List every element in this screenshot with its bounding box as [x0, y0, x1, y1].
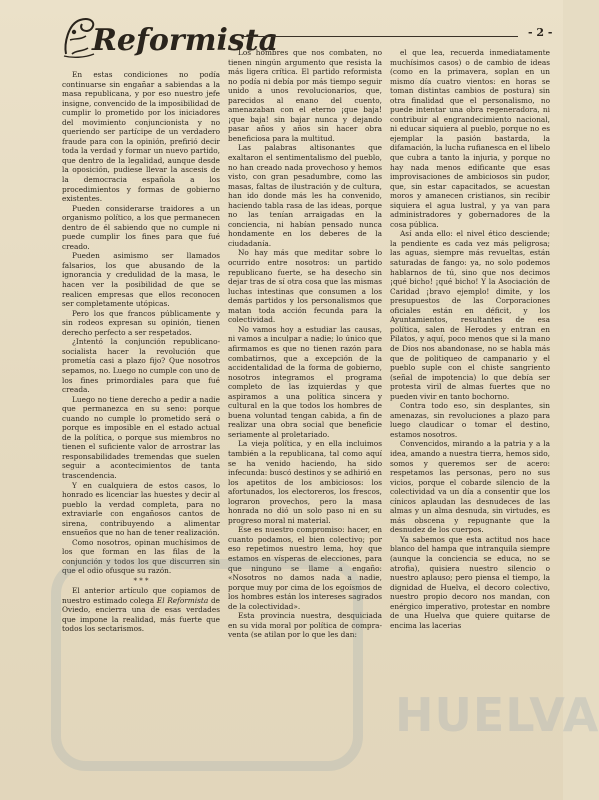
paragraph: Pero los que francos públicamente y sin rodeos expresan su opinión, tienen derecho perfecto a ser respetados. — [62, 308, 220, 337]
paragraph: Los hombres que nos combaten, no tienen ningún argumento que resista la más ligera crítica. El partido reformista no podía ni debía por más tiempo seguir unido a unos revolucionarios, que, parecidos al enano del cuento, amenazaban con el eterno ¡que baja! ¡que baja! sin bajar nunca y dejando pasar años y años sin hacer obra beneficiosa para la multitud. — [228, 48, 382, 143]
paragraph: ¿Intentó la conjunción republicano-socialista hacer la revolución que prometía casi a plazo fijo? Que nosotros sepamos, no. Luego no cumple con uno de los fines primordiales para que fué creada. — [62, 337, 220, 395]
paragraph: Pueden considerarse traidores a un organismo político, a los que permanecen dentro de él sabiendo que no cumple ni puede cumplir los fines para que fué creado. — [62, 203, 220, 251]
archive-stamp-icon — [52, 560, 362, 770]
closing-text-b: de Oviedo, encierra una de esas verdades que impone la realidad, más fuerte que todos los sectarismos. — [62, 595, 220, 634]
newspaper-name: El Reformista — [156, 595, 209, 605]
reformista-logo-icon — [62, 14, 279, 60]
paragraph: Así anda ello: el nivel ético desciende; la pendiente es cada vez más peligrosa; las aguas, siempre más revueltas, están saturadas de fango: ya, no solo podemos hablarnos de tú, sino que nos decimos ¡qué bicho! ¡qué bicho! Y la Asociación de Caridad ¡bravo ejemplo! dimite, y los presupuestos de las Corporaciones oficiales están en déficit, y los Ayuntamientos, resultantes de esa política, salen de Herodes y entran en Pilatos, y aquí, poco menos que si la mano de Dios nos abandonase, no se habla más que de politiqueo de campanario y el pueblo suple con el chiste sangriento (señal de impotencia) lo que debía ser protesta viril de almas fuertes que no pueden vivir en tanto bochorno. — [390, 229, 550, 401]
paragraph: Contra todo eso, sin desplantes, sin amenazas, sin revoluciones a plazo para luego claudicar o tomar el destino, estamos nosotros. — [390, 401, 550, 439]
paragraph: En estas condiciones no podía continuarse sin engañar a sabiendas a la masa republicana, y por eso nuestro jefe insigne, convencido de la imposibilidad de cumplir lo prometido por los iniciadores del movimiento conjuncionista y no queriendo ser partícipe de un verdadero fraude para con la opinión, prefirió decir toda la verdad y formar un nuevo partido, que dentro de la legalidad, aunque desde la oposición, pudiese llevar la ascesis de la democracia española a los procedimientos y formas de gobierno existentes. — [62, 70, 220, 204]
page-number: - 2 - — [528, 26, 553, 39]
paragraph: Pueden asimismo ser llamados falsarios, los que abusando de la ignorancia y credulidad de la masa, le hacen ver la posibilidad de que se realicen empresas que ellos reconocen ser completamente utópicas. — [62, 251, 220, 309]
paragraph: Las palabras altisonantes que exaltaron el sentimentalismo del pueblo, no han creado nada provechoso y hemos visto, con gran pesadumbre, como las masas, faltas de ilustración y de cultura, han ido donde más les ha convenido, haciendo tabla rasa de las ideas, porque no las tenían arraigadas en la conciencia, ni habían pensado nunca hondamente en los deberes de la ciudadanía. — [228, 143, 382, 248]
paragraph: Ese es nuestro compromiso: hacer, en cuanto podamos, el bien colectivo; por eso repetimos nuestro lema, hoy que estamos en vísperas de elecciones, para que ninguno se llame a engaño: «Nosotros no damos nada a nadie, porque muy por cima de los egoísmos de los hombres están los intereses sagrados de la colectividad». — [228, 525, 382, 611]
paragraph: No vamos hoy a estudiar las causas, ni vamos a inculpar a nadie; lo único que afirmamos es que no tienen razón para combatirnos, que a excepción de la accidentalidad de la forma de gobierno, nosotros integramos el programa completo de las izquierdas y que aspiramos a una política sincera y cultural en la que todos los hombres de buena voluntad tengan cabida, a fin de realizar una obra social que beneficie seriamente al proletariado. — [228, 324, 382, 439]
paragraph: el que lea, recuerda inmediatamente muchísimos casos) o de cambio de ideas (como en la primavera, soplan en un mismo día cuatro vientos: en horas se toman distintas cambios de postura) sin otra finalidad que el personalismo, no puede intentar una obra regeneradora, ni contribuir al engrandecimiento nacional, ni educar siquiera al pueblo, porque no es ejemplar la pasión bastarda, la difamación, la lucha rufianesca en el libelo que cubra a tanto la injuria, y porque no hay nada menos edificante que esas improvisaciones de ambiciosos sin pudor, que, sin estar capacitados, se acuestan moros y amanecen cristianos, sin recibir siquiera el agua lustral, y ya van para administradores y gobernadores de la cosa pública. — [390, 48, 550, 229]
header-rule — [242, 36, 518, 37]
column-1 — [62, 70, 220, 634]
paragraph: Luego no tiene derecho a pedir a nadie que permanezca en su seno: porque cuando no cumple lo prometido será o porque es imposible en el estado actual de la política, o porque sus miembros no tienen el suficiente valor de arrostrar las responsabilidades tremendas que suelen seguir a acontecimientos de tanta trascendencia. — [62, 394, 220, 480]
paragraph: Convencidos, mirando a la patria y a la idea, amando a nuestra tierra, hemos sido, somos y queremos ser de acero: respetamos las personas, pero no sus vicios, porque el cobarde silencio de la colectividad va un día a consentir que los cínicos aplaudan las desnudeces de las almas y un alma desnuda, sin virtudes, es más obscena y repugnante que la desnudez de los cuerpos. — [390, 439, 550, 535]
watermark-text: HUELVA — [395, 688, 599, 742]
paragraph: Ya sabemos que esta actitud nos hace blanco del hampa que intranquila siempre (aunque la conciencia se educa, no se atrofia), quisiera nuestro silencio o nuestro aplauso; pero piensa el tiempo, la dignidad de Huelva, el decoro colectivo, nuestro propio decoro nos mandan, con enérgico imperativo, protestar en nombre de una Huelva que quiere quitarse de encima las lacerias — [390, 534, 550, 630]
column-3 — [390, 48, 550, 630]
paragraph: Y en cualquiera de estos casos, lo honrado es licenciar las huestes y decir al pueblo la verdad completa, para no extraviarle con engañosos cantos de sirena, contribuyendo a alimentar ensueños que no han de tener realización. — [62, 480, 220, 538]
column-2 — [228, 48, 382, 640]
svg-text:Reformista: Reformista — [92, 23, 279, 58]
paragraph: La vieja política, y en ella incluimos también a la republicana, tal como aquí se ha venido haciendo, ha sido infecunda: buscó destinos y se adhirió en los apetitos de los ambiciosos: los afortunados, los electoreros, los frescos, lograron provechos, pero la masa honrada no dió un solo paso ni en su progreso moral ni material. — [228, 439, 382, 525]
paragraph: No hay más que meditar sobre lo ocurrido entre nosotros: un partido republicano fuerte, se ha desecho sin dejar tras de sí otra cosa que las mismas luchas intestinas que consumen a los demás partidos y los personalismos que matan toda acción fecunda para la colectividad. — [228, 248, 382, 325]
closing-text-a: El anterior artículo que copiamos de nuestro estimado colega — [62, 585, 220, 605]
masthead-logo — [62, 14, 279, 60]
paragraph: Esta provincia nuestra, desquiciada en su vida moral por política de compra-venta (se atilan por lo que les dan: — [228, 611, 382, 640]
section-separator: * * * — [133, 576, 149, 585]
paragraph: Como nosotros, opinan muchísimos de los que forman en las filas de la conjunción y todos los que discurren sin que el odio ofusque su razón. — [62, 537, 220, 576]
